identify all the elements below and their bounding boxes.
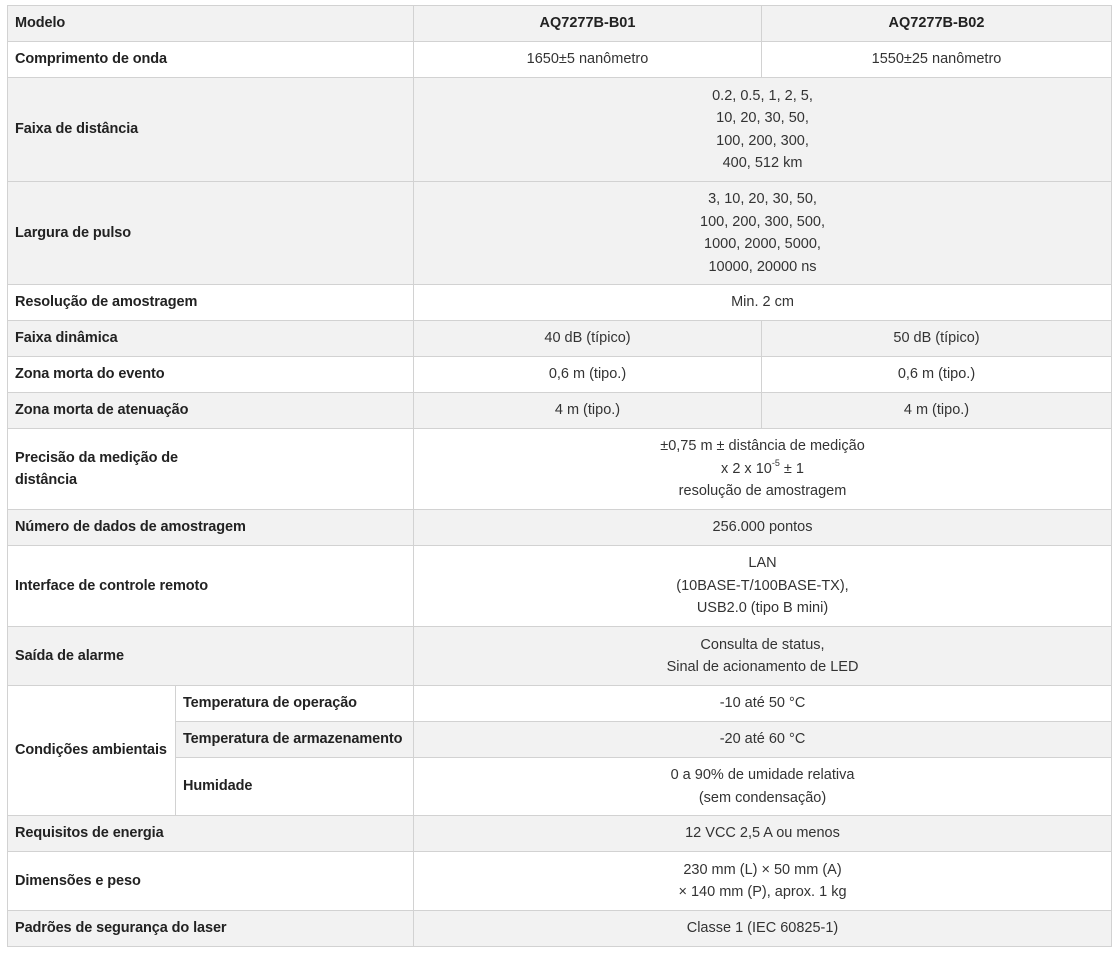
row-event-dead-zone (8, 357, 1112, 393)
value-line: 400, 512 km (722, 155, 803, 171)
spec-table (7, 5, 1112, 947)
value-line: resolução de amostragem (678, 483, 847, 500)
value-line: × 140 mm (P), aprox. 1 kg (678, 884, 847, 900)
value-line: LAN (748, 555, 777, 572)
value-line: ±0,75 m ± distância de medição (660, 438, 865, 455)
row-label: Saída de alarme (8, 627, 414, 686)
value-line: USB2.0 (tipo B mini) (696, 600, 829, 617)
value-shared (414, 852, 1112, 911)
row-pulse-width (8, 182, 1112, 285)
row-distance-range (8, 78, 1112, 182)
row-alarm-output (8, 627, 1112, 686)
value-line: (sem condensação) (698, 789, 827, 806)
spec-table-container (7, 5, 1112, 947)
row-sampling-resolution (8, 285, 1112, 321)
value-line: 0.2, 0.5, 1, 2, 5, (712, 87, 813, 104)
row-label: Interface de controle remoto (8, 546, 414, 627)
sub-row-label: Humidade (176, 758, 414, 816)
value-shared: 256.000 pontos (414, 510, 1112, 546)
value-line: 100, 200, 300, 500, (700, 213, 825, 230)
value-b01: 4 m (tipo.) (414, 393, 762, 429)
exponent: -5 (771, 457, 780, 468)
row-label: Padrões de segurança do laser (8, 911, 414, 947)
row-label: Requisitos de energia (8, 816, 414, 852)
row-data-points (8, 510, 1112, 546)
row-attenuation-dead-zone (8, 393, 1112, 429)
row-label: Faixa de distância (8, 78, 414, 182)
row-power (8, 816, 1112, 852)
value-b01: 0,6 m (tipo.) (414, 357, 762, 393)
row-label: Resolução de amostragem (8, 285, 414, 321)
value-shared (414, 627, 1112, 686)
row-label-line: distância (15, 472, 77, 488)
value-line: 100, 200, 300, (716, 132, 809, 149)
row-label: Zona morta do evento (8, 357, 414, 393)
value-line-exponent (421, 458, 1104, 481)
value-line: 230 mm (L) × 50 mm (A) (683, 861, 842, 878)
value-shared (414, 429, 1112, 510)
value-shared: 12 VCC 2,5 A ou menos (414, 816, 1112, 852)
row-distance-accuracy (8, 429, 1112, 510)
row-dimensions (8, 852, 1112, 911)
row-label: Faixa dinâmica (8, 321, 414, 357)
sub-row-label: Temperatura de operação (176, 686, 414, 722)
row-label: Comprimento de onda (8, 42, 414, 78)
value-shared (414, 546, 1112, 627)
row-operating-temp (8, 686, 1112, 722)
value-b02: 1550±25 nanômetro (762, 42, 1112, 78)
value-text: x 2 x 10 (721, 460, 772, 477)
sub-row-label: Temperatura de armazenamento (176, 722, 414, 758)
value-shared (414, 182, 1112, 285)
row-laser-safety (8, 911, 1112, 947)
header-row (8, 6, 1112, 42)
value-b02: 4 m (tipo.) (762, 393, 1112, 429)
value-line: 1000, 2000, 5000, (704, 236, 821, 252)
value-line: 3, 10, 20, 30, 50, (708, 191, 817, 207)
value-shared (414, 758, 1112, 816)
row-label: Largura de pulso (8, 182, 414, 285)
value-line: 10000, 20000 ns (708, 258, 817, 275)
row-dynamic-range (8, 321, 1112, 357)
value-line: Consulta de status, (700, 636, 825, 653)
row-label: Zona morta de atenuação (8, 393, 414, 429)
row-label (8, 429, 414, 510)
row-label: Dimensões e peso (8, 852, 414, 911)
row-label-line: Precisão da medição de (15, 449, 179, 466)
header-label: Modelo (8, 6, 414, 42)
row-wavelength (8, 42, 1112, 78)
value-b02: 50 dB (típico) (762, 321, 1112, 357)
model-b02-header: AQ7277B-B02 (762, 6, 1112, 42)
value-line: (10BASE-T/100BASE-TX), (676, 577, 849, 594)
value-shared (414, 78, 1112, 182)
value-text: ± 1 (779, 460, 804, 477)
value-line: 10, 20, 30, 50, (716, 110, 809, 126)
value-line: 0 a 90% de umidade relativa (670, 767, 855, 783)
value-shared: Min. 2 cm (414, 285, 1112, 321)
row-label-environment: Condições ambientais (8, 686, 176, 816)
value-shared: -10 até 50 °C (414, 686, 1112, 722)
value-shared: -20 até 60 °C (414, 722, 1112, 758)
value-b02: 0,6 m (tipo.) (762, 357, 1112, 393)
value-line: Sinal de acionamento de LED (666, 659, 859, 675)
row-remote-interface (8, 546, 1112, 627)
value-shared: Classe 1 (IEC 60825-1) (414, 911, 1112, 947)
value-b01: 40 dB (típico) (414, 321, 762, 357)
row-label: Número de dados de amostragem (8, 510, 414, 546)
value-b01: 1650±5 nanômetro (414, 42, 762, 78)
model-b01-header: AQ7277B-B01 (414, 6, 762, 42)
